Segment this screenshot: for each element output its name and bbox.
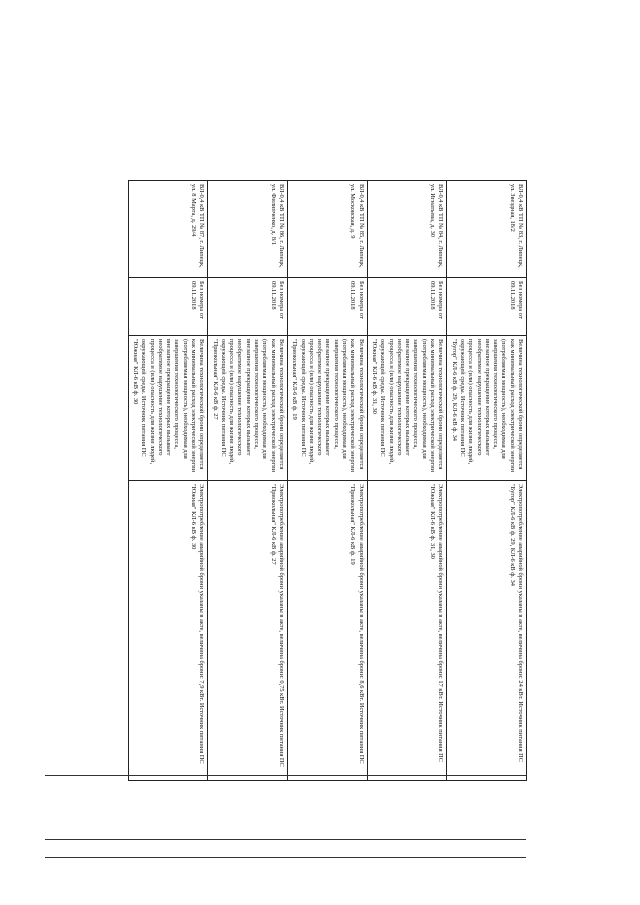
act-cell: Без номера от 09.11.2018 (287, 278, 367, 336)
tech-reserve-cell: Величина технологической брони определяется как минимальный расход электрической энергии (потребляемая мощность), необходимая для завершения технологического процесса, внезапное прекращение которых вызывает необратимое нарушение технологического процесса и (или) опасность для жизни людей, окружающей среды. Источник питания ПС "Бугор" КЛ-6 кВ ф. 29, КЛ-6 кВ ф. 34 (447, 336, 527, 481)
rotated-table-wrapper (131, 180, 527, 780)
emergency-reserve-cell: Электропотребление аварийной брони указаны в акте, величина брони: 8,6 кВт. Источник питания ПС "Приокольная" КЛ-6 кВ ф. 19 (287, 481, 367, 781)
act-cell: Без номера от 09.11.2018 (447, 278, 527, 336)
tech-reserve-cell: Величина технологической брони определяется как минимальный расход электрической энергии (потребляемая мощность), необходимая для завершения технологического процесса, внезапное прекращение которых вызывает необратимое нарушение технологического процесса и (или) опасность для жизни людей, окружающей среды. Источник питания ПС "Южная" КЛ-6 кВ ф. 31, 30 (367, 336, 447, 481)
act-cell: Без номера от 09.11.2018 (128, 278, 208, 336)
table-row (128, 181, 208, 781)
table-row (208, 181, 288, 781)
tech-reserve-cell: Величина технологической брони определяется как минимальный расход электрической энергии (потребляемая мощность), необходимая для завершения технологического процесса, внезапное прекращение которых вызывает необратимое нарушение технологического процесса и (или) опасность для жизни людей, окружающей среды. Источник питания ПС "Южная" КЛ-6 кВ ф. 30 (128, 336, 208, 481)
act-cell: Без номера от 09.11.2018 (208, 278, 288, 336)
table-row (447, 181, 527, 781)
object-cell: ВЛ-0,4 кВ ТП № 84, г. Липецк, ул. Игнатьева, д. 30 (367, 181, 447, 278)
object-cell: ВЛ-0,4 кВ ТП № 83, г. Липецк, ул. Звездная, 18/2 (447, 181, 527, 278)
table-row (367, 181, 447, 781)
divider-line (45, 839, 526, 840)
divider-line (45, 857, 526, 858)
act-cell: Без номера от 09.11.2018 (367, 278, 447, 336)
tech-reserve-cell: Величина технологической брони определяется как минимальный расход электрической энергии (потребляемая мощность), необходимая для завершения технологического процесса, внезапное прекращение которых вызывает необратимое нарушение технологического процесса и (или) опасность для жизни людей, окружающей среды. Источник питания ПС "Приокольная" КЛ-6 кВ ф. 19 (287, 336, 367, 481)
object-cell: ВЛ-0,4 кВ ТП № 87, г. Липецк, ул. 8 Марта, д. 29/4 (128, 181, 208, 278)
object-cell: ВЛ-0,4 кВ ТП № 86, г. Липецк, ул. Филипченко, д. 8/1 (208, 181, 288, 278)
emergency-reserve-cell: Электропотребление аварийной брони указаны в акте, величина брони: 0,75 кВт. Источник питания ПС "Приокольная" КЛ-6 кВ ф. 27 (208, 481, 288, 781)
divider-line (45, 775, 526, 776)
tech-reserve-cell: Величина технологической брони определяется как минимальный расход электрической энергии (потребляемая мощность), необходимая для завершения технологического процесса, внезапное прекращение которых вызывает необратимое нарушение технологического процесса и (или) опасность для жизни людей, окружающей среды. Источник питания ПС "Приокольная" КЛ-6 кВ ф. 27 (208, 336, 288, 481)
table-row (287, 181, 367, 781)
emergency-reserve-cell: Электропотребление аварийной брони указаны в акте, величина брони: 24 кВт. Источник питания ПС "Бугор" КЛ-6 кВ ф. 29, КЛ-6 кВ ф. 34 (447, 481, 527, 781)
emergency-reserve-cell: Электропотребление аварийной брони указаны в акте, величина брони: 17 кВт. Источник питания ПС "Южная" КЛ-6 кВ ф. 31, 30 (367, 481, 447, 781)
emergency-reserve-cell: Электропотребление аварийной брони указаны в акте, величина брони: 7,9 кВт. Источник питания ПС "Южная" КЛ-6 кВ ф. 30 (128, 481, 208, 781)
data-table (128, 180, 527, 781)
object-cell: ВЛ-0,4 кВ ТП № 85, г. Липецк, ул. Московская, д. 9 (287, 181, 367, 278)
